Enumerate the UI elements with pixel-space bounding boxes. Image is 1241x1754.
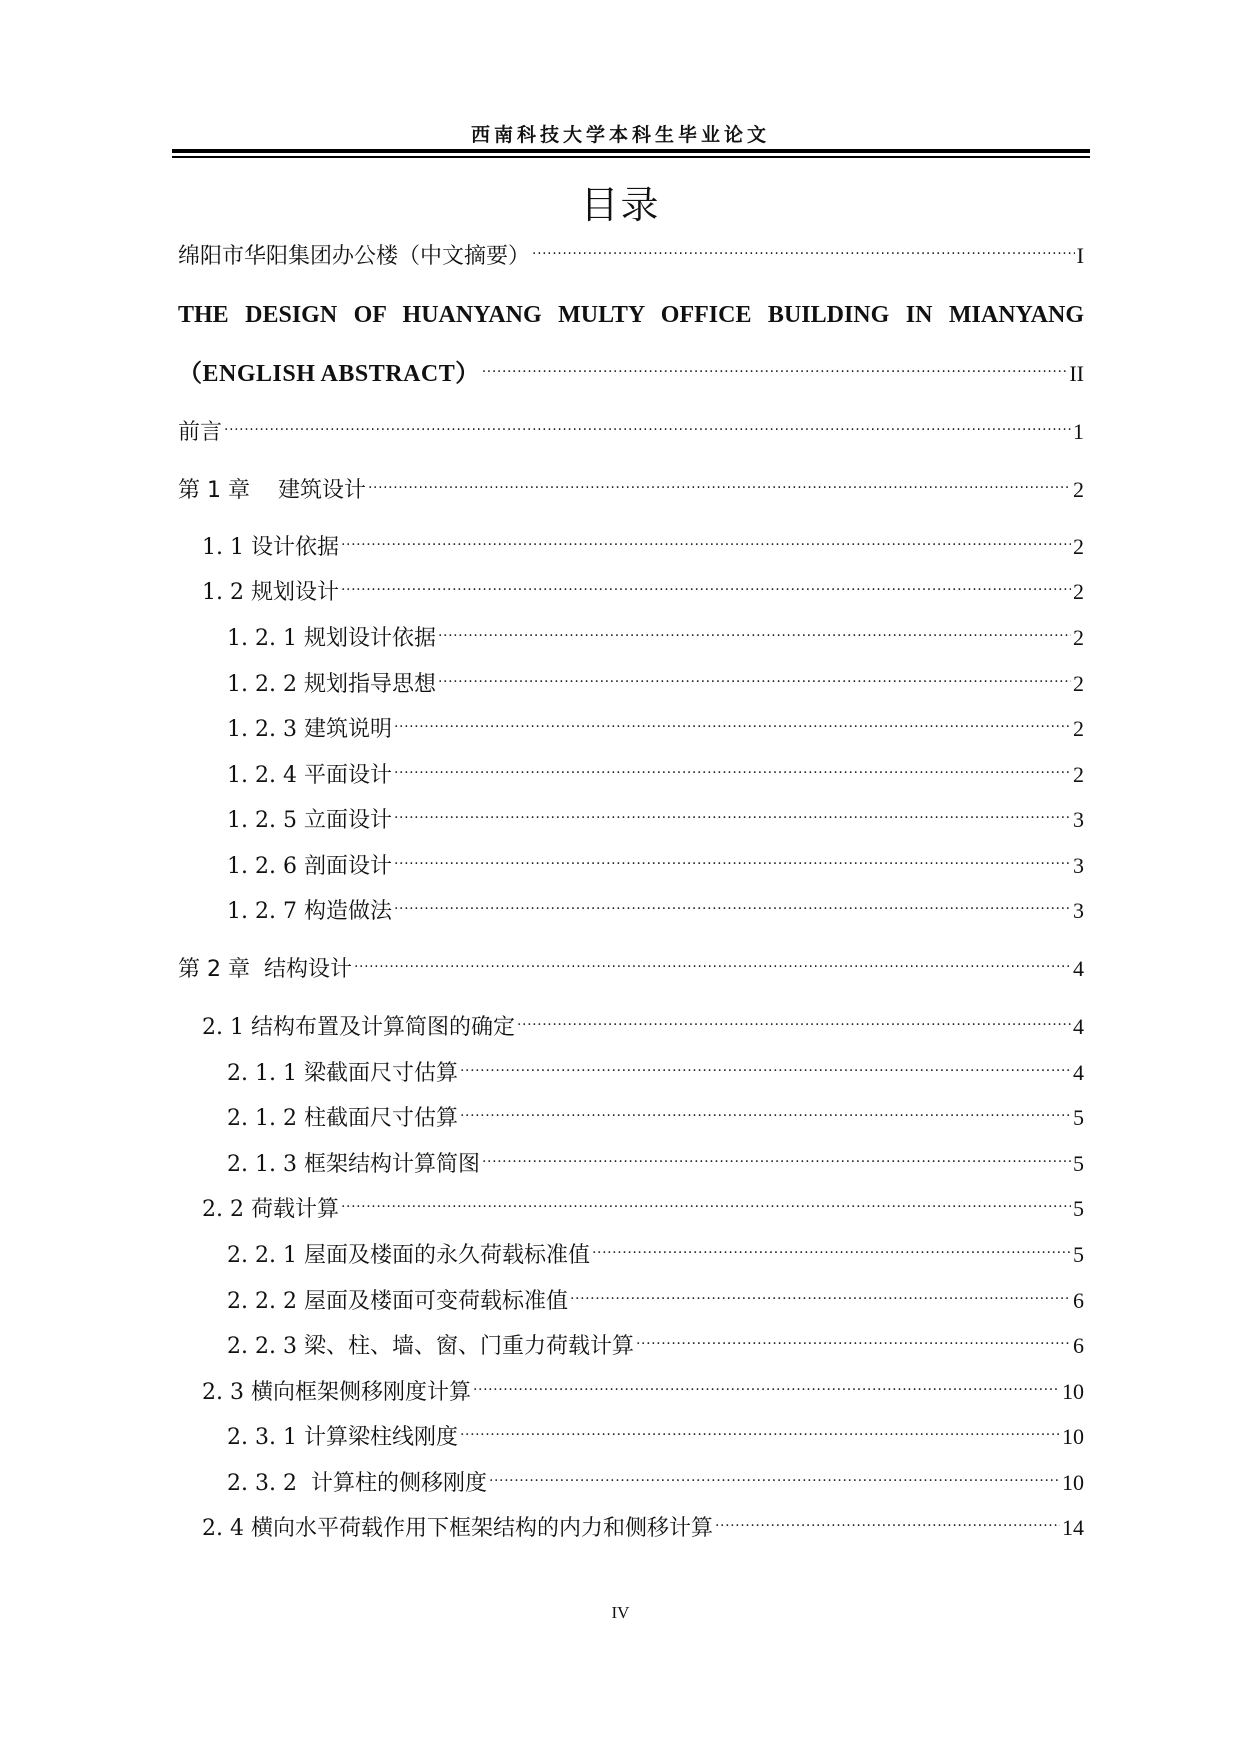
toc-entry-page: 4 (1073, 1014, 1084, 1039)
toc-entry-page: 6 (1073, 1288, 1084, 1313)
toc-entry-2-3-1[interactable] (227, 1412, 1084, 1450)
toc-entry-page: 2 (1073, 671, 1084, 696)
toc-entry-page: 2 (1073, 477, 1084, 502)
toc-entry-2-2-3[interactable] (227, 1321, 1084, 1359)
toc-entry-text: 1. 2 规划设计 (202, 580, 339, 605)
toc-leader-dots (473, 1367, 1060, 1399)
toc-entry-page: 2 (1073, 534, 1084, 559)
toc-entry-1-2-2[interactable] (227, 659, 1084, 697)
toc-entry-text: 2. 3 横向框架侧移刚度计算 (202, 1380, 471, 1405)
toc-english-title-line1[interactable]: THE DESIGN OF HUANYANG MULTY OFFICE BUILDING IN MIANYANG (178, 302, 1084, 328)
toc-leader-dots (394, 750, 1071, 782)
toc-entry-preface[interactable] (178, 407, 1084, 445)
toc-entry-text: 2. 1 结构布置及计算简图的确定 (202, 1015, 515, 1040)
toc-leader-dots (394, 704, 1071, 736)
toc-entry-text: 1. 2. 1 规划设计依据 (227, 626, 436, 651)
toc-entry-2-4[interactable] (202, 1503, 1084, 1541)
toc-entry-text: 1. 1 设计依据 (202, 535, 339, 560)
toc-entry-2-2-2[interactable] (227, 1276, 1084, 1314)
toc-entry-1-2[interactable] (202, 567, 1084, 605)
toc-entry-abstract-en[interactable] (178, 349, 1084, 387)
toc-entry-text: 2. 4 横向水平荷载作用下框架结构的内力和侧移计算 (202, 1516, 713, 1541)
toc-entry-text: 1. 2. 5 立面设计 (227, 808, 392, 833)
toc-entry-page: 10 (1062, 1424, 1084, 1449)
toc-entry-2-1-2[interactable] (227, 1093, 1084, 1131)
page-number: IV (611, 1603, 630, 1622)
toc-entry-2-2-1[interactable] (227, 1230, 1084, 1268)
toc-title: 目录 (580, 183, 661, 227)
toc-entry-page: 5 (1073, 1242, 1084, 1267)
toc-entry-page: 5 (1073, 1151, 1084, 1176)
toc-leader-dots (341, 1184, 1071, 1216)
toc-entry-text: 2. 1. 2 柱截面尺寸估算 (227, 1106, 458, 1131)
toc-entry-2-1[interactable] (202, 1002, 1084, 1040)
toc-entry-text: 1. 2. 7 构造做法 (227, 899, 392, 924)
toc-leader-dots (224, 407, 1071, 439)
toc-entry-1-2-3[interactable] (227, 704, 1084, 742)
toc-leader-dots (438, 659, 1071, 691)
toc-entry-page: 3 (1073, 898, 1084, 923)
toc-entry-text: 2. 3. 2 计算柱的侧移刚度 (227, 1471, 487, 1496)
running-header-title: 西南科技大学本科生毕业论文 (470, 124, 770, 146)
toc-entry-page: 4 (1073, 1060, 1084, 1085)
toc-entry-1-2-5[interactable] (227, 795, 1084, 833)
toc-entry-page: 2 (1073, 716, 1084, 741)
toc-entry-1-1[interactable] (202, 522, 1084, 560)
toc-entry-2-3-2[interactable] (227, 1458, 1084, 1496)
toc-entry-text: 绵阳市华阳集团办公楼（中文摘要） (178, 244, 531, 269)
toc-entry-text: 2. 1. 1 梁截面尺寸估算 (227, 1061, 458, 1086)
toc-entry-text: 2. 2. 1 屋面及楼面的永久荷载标准值 (227, 1243, 590, 1268)
toc-leader-dots (482, 349, 1068, 381)
toc-entry-text: 1. 2. 2 规划指导思想 (227, 672, 436, 697)
toc-entry-1-2-6[interactable] (227, 841, 1084, 879)
header-rule-thin (172, 156, 1090, 158)
toc-entry-page: 6 (1073, 1333, 1084, 1358)
toc-entry-page: 2 (1073, 579, 1084, 604)
toc-entry-page: 10 (1062, 1470, 1084, 1495)
toc-entry-text: 第 1 章 建筑设计 (178, 478, 366, 503)
toc-leader-dots (636, 1321, 1071, 1353)
toc-entry-chapter-2[interactable] (178, 944, 1084, 982)
toc-entry-text: 2. 2 荷载计算 (202, 1197, 339, 1222)
toc-entry-text: 1. 2. 3 建筑说明 (227, 717, 392, 742)
toc-entry-text: 2. 2. 2 屋面及楼面可变荷载标准值 (227, 1289, 568, 1314)
toc-leader-dots (438, 613, 1071, 645)
toc-leader-dots (460, 1093, 1071, 1125)
toc-leader-dots (460, 1048, 1071, 1080)
toc-leader-dots (368, 465, 1071, 497)
toc-entry-page: 5 (1073, 1105, 1084, 1130)
toc-leader-dots (354, 944, 1071, 976)
toc-entry-2-3[interactable] (202, 1367, 1084, 1405)
toc-entry-2-1-3[interactable] (227, 1139, 1084, 1177)
toc-entry-page: 14 (1062, 1515, 1084, 1540)
toc-entry-1-2-7[interactable] (227, 886, 1084, 924)
toc-entry-page: 1 (1073, 419, 1084, 444)
toc-entry-2-2[interactable] (202, 1184, 1084, 1222)
toc-entry-text: 2. 1. 3 框架结构计算简图 (227, 1152, 480, 1177)
toc-entry-page: 3 (1073, 807, 1084, 832)
toc-leader-dots (482, 1139, 1071, 1171)
toc-entry-page: 3 (1073, 853, 1084, 878)
toc-leader-dots (489, 1458, 1060, 1490)
toc-entry-text: 2. 2. 3 梁、柱、墙、窗、门重力荷载计算 (227, 1334, 634, 1359)
toc-entry-text: 1. 2. 4 平面设计 (227, 763, 392, 788)
toc-leader-dots (570, 1276, 1071, 1308)
toc-leader-dots (341, 567, 1071, 599)
toc-entry-page: 2 (1073, 762, 1084, 787)
toc-entry-1-2-4[interactable] (227, 750, 1084, 788)
toc-leader-dots (341, 522, 1071, 554)
toc-leader-dots (394, 841, 1071, 873)
toc-entry-page: II (1069, 361, 1084, 386)
toc-leader-dots (394, 795, 1071, 827)
toc-leader-dots (592, 1230, 1071, 1262)
toc-entry-abstract-cn[interactable] (178, 231, 1084, 269)
toc-leader-dots (517, 1002, 1071, 1034)
toc-leader-dots (532, 231, 1075, 263)
toc-entry-chapter-1[interactable] (178, 465, 1084, 503)
toc-entry-text: 前言 (178, 420, 223, 445)
toc-leader-dots (460, 1412, 1060, 1444)
header-rule-thick (172, 149, 1090, 153)
toc-entry-page: 2 (1073, 625, 1084, 650)
toc-entry-text: 第 2 章 结构设计 (178, 957, 352, 982)
toc-entry-page: 5 (1073, 1196, 1084, 1221)
toc-entry-2-1-1[interactable] (227, 1048, 1084, 1086)
toc-leader-dots (715, 1503, 1060, 1535)
toc-entry-text: 1. 2. 6 剖面设计 (227, 854, 392, 879)
toc-entry-1-2-1[interactable] (227, 613, 1084, 651)
toc-entry-page: 4 (1073, 956, 1084, 981)
toc-entry-text: （ENGLISH ABSTRACT） (178, 361, 480, 387)
toc-leader-dots (394, 886, 1071, 918)
toc-entry-text: 2. 3. 1 计算梁柱线刚度 (227, 1425, 458, 1450)
toc-entry-page: 10 (1062, 1379, 1084, 1404)
toc-entry-page: I (1076, 243, 1084, 268)
